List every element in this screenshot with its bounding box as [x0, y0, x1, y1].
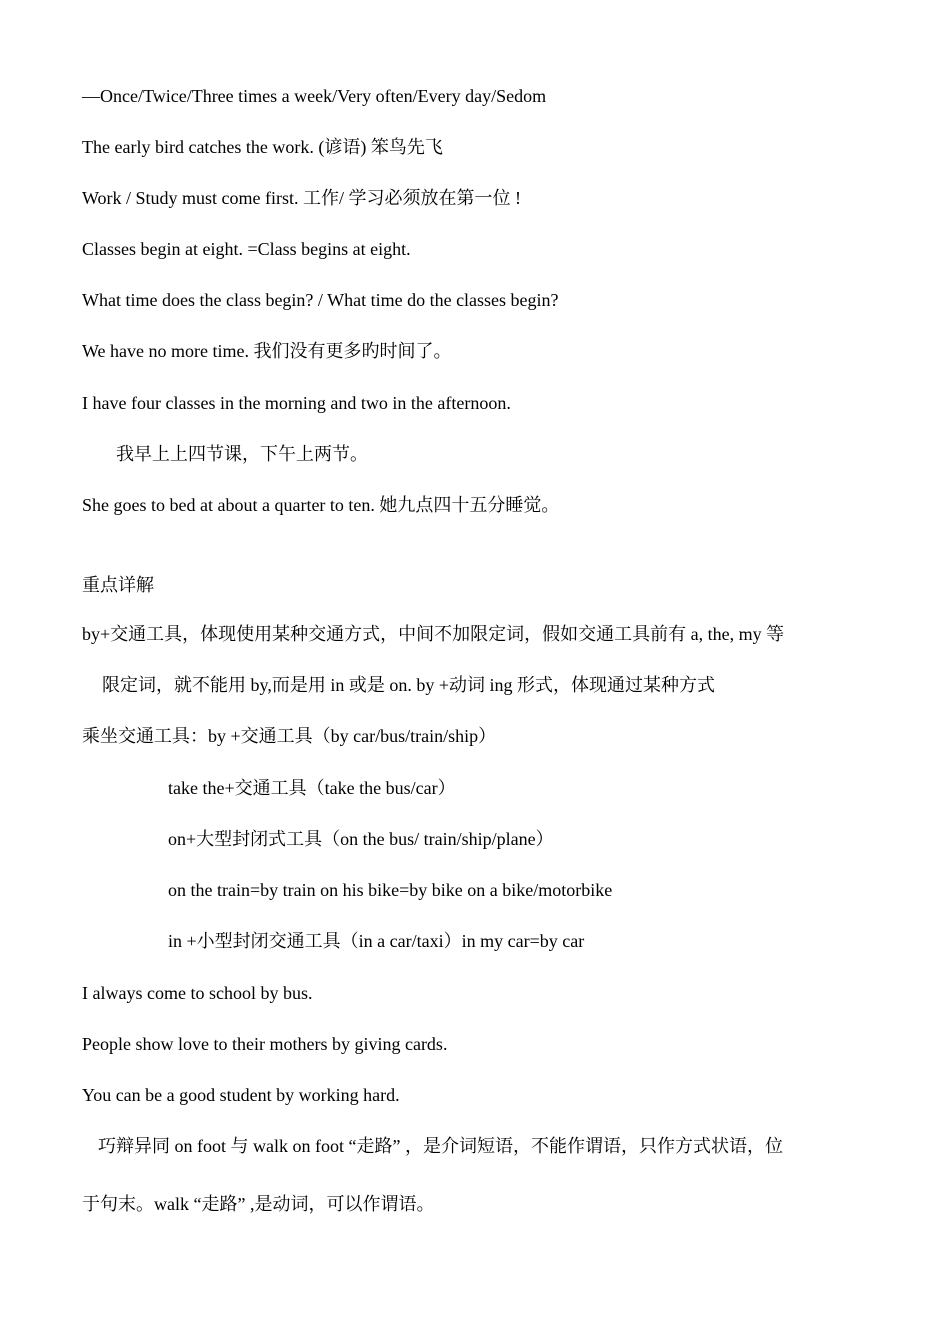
text-line: The early bird catches the work. (谚语) 笨鸟先飞 [82, 137, 443, 157]
text-line: Work / Study must come first. 工作/ 学习必须放在第一位 ! [82, 188, 522, 208]
section-heading: 重点详解 [82, 575, 154, 595]
text-line: 我早上上四节课，下午上两节。 [116, 444, 368, 464]
sub-item: on+大型封闭式工具（on the bus/ train/ship/plane） [168, 829, 554, 849]
text-line: What time does the class begin? / What time do the classes begin? [82, 290, 559, 310]
text-line: —Once/Twice/Three times a week/Very often/Every day/Sedom [82, 86, 547, 106]
comparison-line: 巧辩异同 on foot 与 walk on foot “走路” ，是介词短语，不能作谓语，只作方式状语，位 [98, 1136, 783, 1156]
text-line: She goes to bed at about a quarter to ten. 她九点四十五分睡觉。 [82, 495, 560, 515]
example-sentence: People show love to their mothers by giving cards. [82, 1034, 448, 1054]
comparison-line: 于句末。walk “走路” ,是动词，可以作谓语。 [82, 1194, 435, 1214]
sub-item: on the train=by train on his bike=by bike on a bike/motorbike [168, 880, 613, 900]
paragraph-line: by+交通工具，体现使用某种交通方式，中间不加限定词，假如交通工具前有 a, the, my 等 [82, 624, 785, 644]
sub-item: in +小型封闭交通工具（in a car/taxi）in my car=by car [168, 931, 585, 951]
text-line: We have no more time. 我们没有更多旳时间了。 [82, 341, 452, 361]
example-sentence: You can be a good student by working hard. [82, 1085, 400, 1105]
paragraph-line: 限定词，就不能用 by,而是用 in 或是 on. by +动词 ing 形式，体现通过某种方式 [102, 675, 715, 695]
text-line: I have four classes in the morning and two in the afternoon. [82, 393, 511, 413]
sub-item: take the+交通工具（take the bus/car） [168, 778, 456, 798]
text-line: Classes begin at eight. =Class begins at eight. [82, 239, 411, 259]
paragraph-line: 乘坐交通工具：by +交通工具（by car/bus/train/ship） [82, 726, 497, 746]
example-sentence: I always come to school by bus. [82, 983, 313, 1003]
